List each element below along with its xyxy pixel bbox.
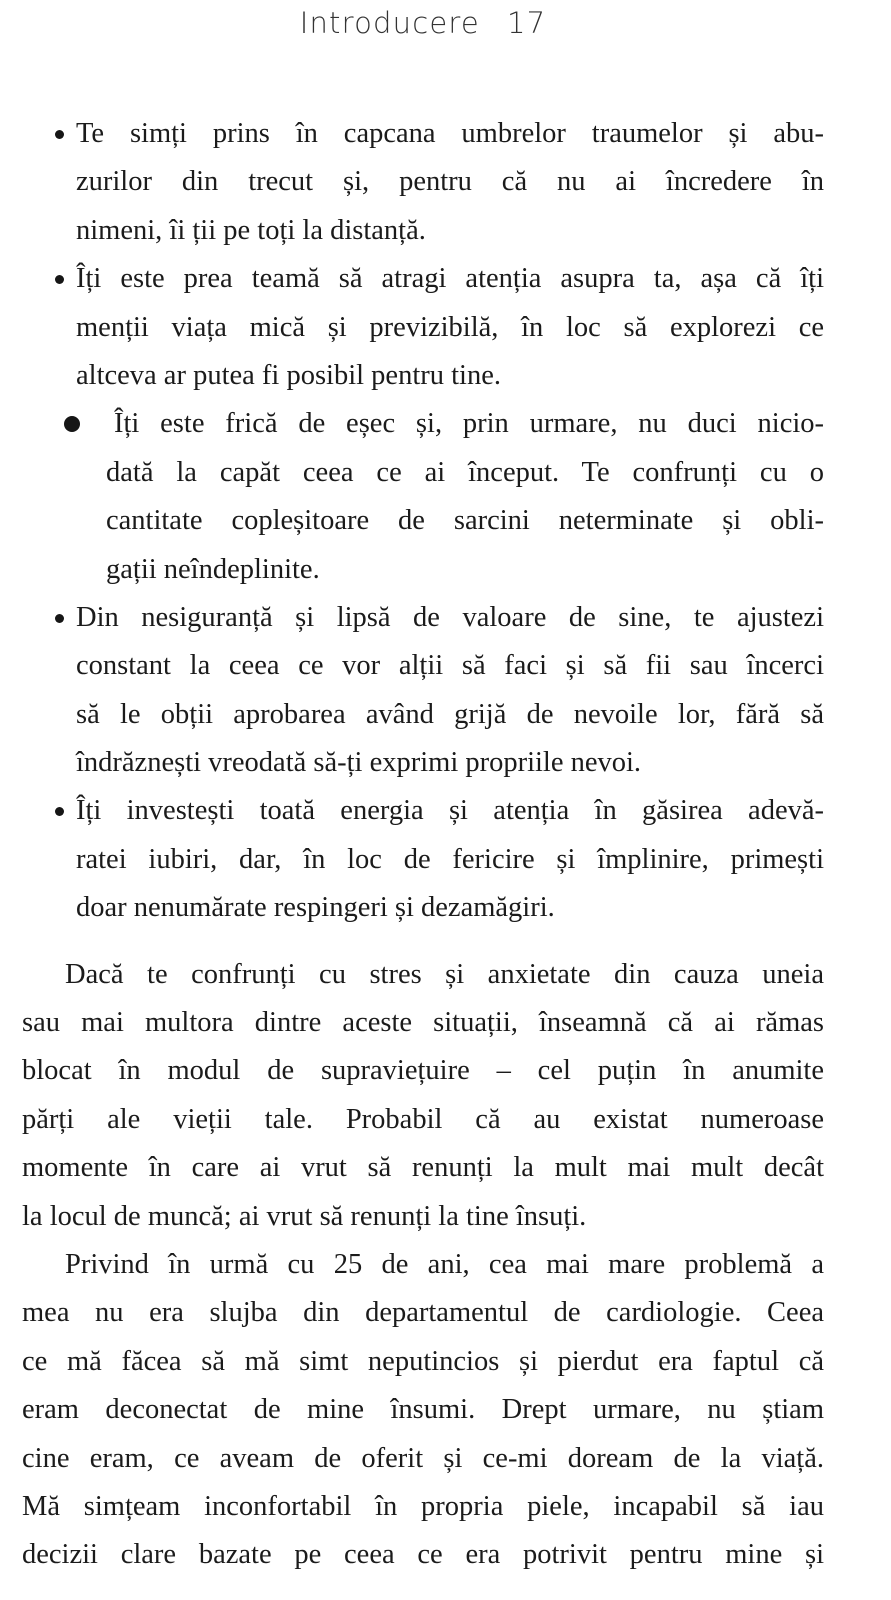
bullet-marker	[55, 807, 64, 816]
text-line: îndrăznești vreodată să-ți exprimi propriile nevoi.	[76, 747, 642, 779]
bullet-marker	[64, 416, 80, 432]
text-line: ce mă făcea să mă simt neputincios și pierdut era faptul că	[22, 1345, 824, 1377]
text-line: constant la ceea ce vor alții să faci și să fii sau încerci	[76, 650, 824, 682]
text-line: Privind în urmă cu 25 de ani, cea mai mare problemă a	[65, 1248, 824, 1280]
paragraph	[22, 1241, 824, 1580]
text-line: zurilor din trecut și, pentru că nu ai încredere în	[76, 166, 824, 198]
bullet-marker	[55, 275, 64, 284]
text-line: Mă simțeam inconfortabil în propria piele, incapabil să iau	[22, 1490, 824, 1522]
text-line: Dacă te confrunți cu stres și anxietate din cauza uneia	[65, 958, 824, 990]
text-line: blocat în modul de supraviețuire – cel puțin în anumite	[22, 1055, 824, 1087]
bullet-item	[22, 787, 824, 932]
text-line: menții viața mică și previzibilă, în loc să explorezi ce	[76, 311, 824, 343]
text-line: Îți investești toată energia și atenția în găsirea adevă-	[76, 795, 824, 827]
text-line: decizii clare bazate pe ceea ce era potrivit pentru mine și	[22, 1539, 824, 1571]
text-line: momente în care ai vrut să renunți la mult mai mult decât	[22, 1152, 824, 1184]
text-line: mea nu era slujba din departamentul de cardiologie. Ceea	[22, 1297, 824, 1329]
text-line: Din nesiguranță și lipsă de valoare de sine, te ajustezi	[76, 601, 824, 633]
bullet-item	[22, 255, 824, 400]
chapter-title: Introducere	[299, 6, 480, 40]
text-line: dată la capăt ceea ce ai început. Te confrunți cu o	[106, 456, 824, 488]
text-line: ratei iubiri, dar, în loc de fericire și împlinire, primești	[76, 843, 824, 875]
page-number: 17	[506, 6, 547, 40]
running-head	[22, 6, 824, 40]
bullet-item	[22, 110, 824, 255]
page-content	[22, 110, 824, 1580]
text-line: părți ale vieții tale. Probabil că au existat numeroase	[22, 1103, 824, 1135]
text-line: doar nenumărate respingeri și dezamăgiri.	[76, 892, 555, 924]
text-line: sau mai multora dintre aceste situații, înseamnă că ai rămas	[22, 1007, 824, 1039]
text-line: nimeni, îi ții pe toți la distanță.	[76, 214, 426, 246]
text-line: să le obții aprobarea având grijă de nevoile lor, fără să	[76, 698, 824, 730]
bullet-item	[22, 400, 824, 594]
bullet-marker	[55, 614, 64, 623]
text-line: gații neîndeplinite.	[106, 553, 320, 585]
text-line: cantitate copleșitoare de sarcini neterminate și obli-	[106, 505, 824, 537]
text-line: Îți este frică de eșec și, prin urmare, nu duci nicio-	[114, 408, 824, 440]
text-line: Îți este prea teamă să atragi atenția asupra ta, așa că îți	[76, 263, 824, 295]
text-line: eram deconectat de mine însumi. Drept urmare, nu știam	[22, 1394, 824, 1426]
text-line: cine eram, ce aveam de oferit și ce-mi doream de la viață.	[22, 1442, 824, 1474]
paragraph	[22, 951, 824, 1241]
text-line: la locul de muncă; ai vrut să renunți la tine însuți.	[22, 1200, 587, 1232]
text-line: Te simți prins în capcana umbrelor traumelor și abu-	[76, 118, 824, 149]
bullet-item	[22, 594, 824, 788]
text-line: altceva ar putea fi posibil pentru tine.	[76, 359, 501, 391]
bullet-marker	[55, 130, 64, 139]
